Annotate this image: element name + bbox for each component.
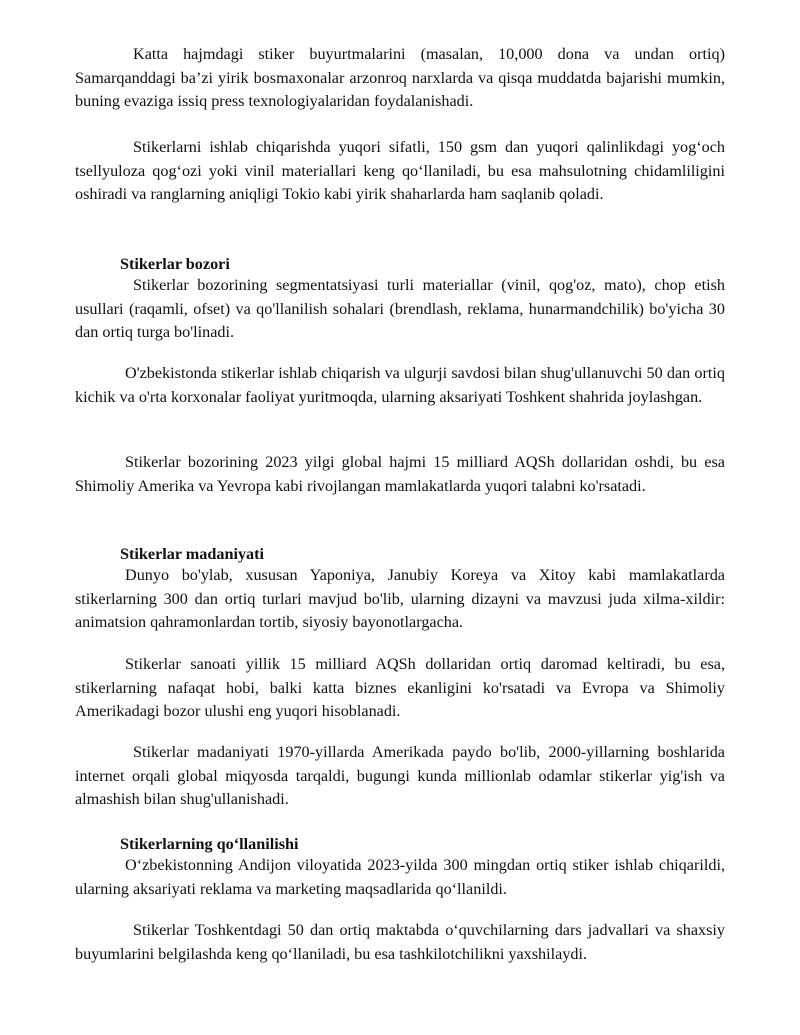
paragraph-segmentation: Stikerlar bozorining segmentatsiyasi turli materiallar (vinil, qog'oz, mato), chop etish usullari (raqamli, ofset) va qo'llanilish sohalari (brendlash, reklama, hunarmandchilik) bo'yicha 30 dan ortiq turga bo'linadi.: [75, 276, 725, 342]
section-heading-culture: Stikerlar madaniyati: [120, 545, 265, 563]
paragraph-materials: Stikerlarni ishlab chiqarishda yuqori sifatli, 150 gsm dan yuqori qalinlikdagi yog‘och tsellyuloza qog‘ozi yoki vinil materiallari keng qo‘llaniladi, bu esa mahsulotning chidamliligini oshiradi va ranglarning aniqligi Tokio kabi yirik shaharlarda ham saqlanib qoladi.: [75, 138, 725, 204]
paragraph-andijan: O‘zbekistonning Andijon viloyatida 2023-yilda 300 mingdan ortiq stiker ishlab chiqarildi, ularning aksariyati reklama va marketing maqsadlarida qo‘llanildi.: [75, 856, 725, 898]
paragraph-global-volume: Stikerlar bozorining 2023 yilgi global hajmi 15 milliard AQSh dollaridan oshdi, bu esa Shimoliy Amerika va Yevropa kabi rivojlangan mamlakatlarda yuqori talabni ko'rsatadi.: [75, 453, 725, 495]
section-heading-usage: Stikerlarning qo‘llanilishi: [120, 835, 299, 853]
paragraph-schools: Stikerlar Toshkentdagi 50 dan ortiq maktabda o‘quvchilarning dars jadvallari va shaxsiy buyumlarini belgilashda keng qo‘llaniladi, bu esa tashkilotchilikni yaxshilaydi.: [75, 921, 725, 963]
paragraph-uzbekistan-companies: O'zbekistonda stikerlar ishlab chiqarish va ulgurji savdosi bilan shug'ullanuvchi 50 dan ortiq kichik va o'rta korxonalar faoliyat yuritmoqda, ularning aksariyati Toshkent shahrida joylashgan.: [75, 364, 725, 406]
section-heading-market: Stikerlar bozori: [120, 255, 230, 273]
paragraph-industry-revenue: Stikerlar sanoati yillik 15 milliard AQSh dollaridan ortiq daromad keltiradi, bu esa, stikerlarning nafaqat hobi, balki katta biznes ekanligini ko'rsatadi va Evropa va Shimoliy Amerikadagi bozor ulushi eng yuqori hisoblanadi.: [75, 655, 725, 721]
paragraph-bulk-orders: Katta hajmdagi stiker buyurtmalarini (masalan, 10,000 dona va undan ortiq) Samarqanddagi baʼzi yirik bosmaxonalar arzonroq narxlarda va qisqa muddatda bajarishi mumkin, buning evaziga issiq press texnologiyalaridan foydalanishadi.: [75, 45, 725, 111]
paragraph-culture-history: Stikerlar madaniyati 1970-yillarda Amerikada paydo bo'lib, 2000-yillarning boshlarida internet orqali global miqyosda tarqaldi, bugungi kunda millionlab odamlar stikerlar yig'ish va almashish bilan shug'ullanishadi.: [75, 743, 725, 809]
paragraph-asia-types: Dunyo bo'ylab, xususan Yaponiya, Janubiy Koreya va Xitoy kabi mamlakatlarda stikerlarning 300 dan ortiq turlari mavjud bo'lib, ularning dizayni va mavzusi juda xilma-xildir: animatsion qahramonlardan tortib, siyosiy bayonotlargacha.: [75, 566, 725, 632]
